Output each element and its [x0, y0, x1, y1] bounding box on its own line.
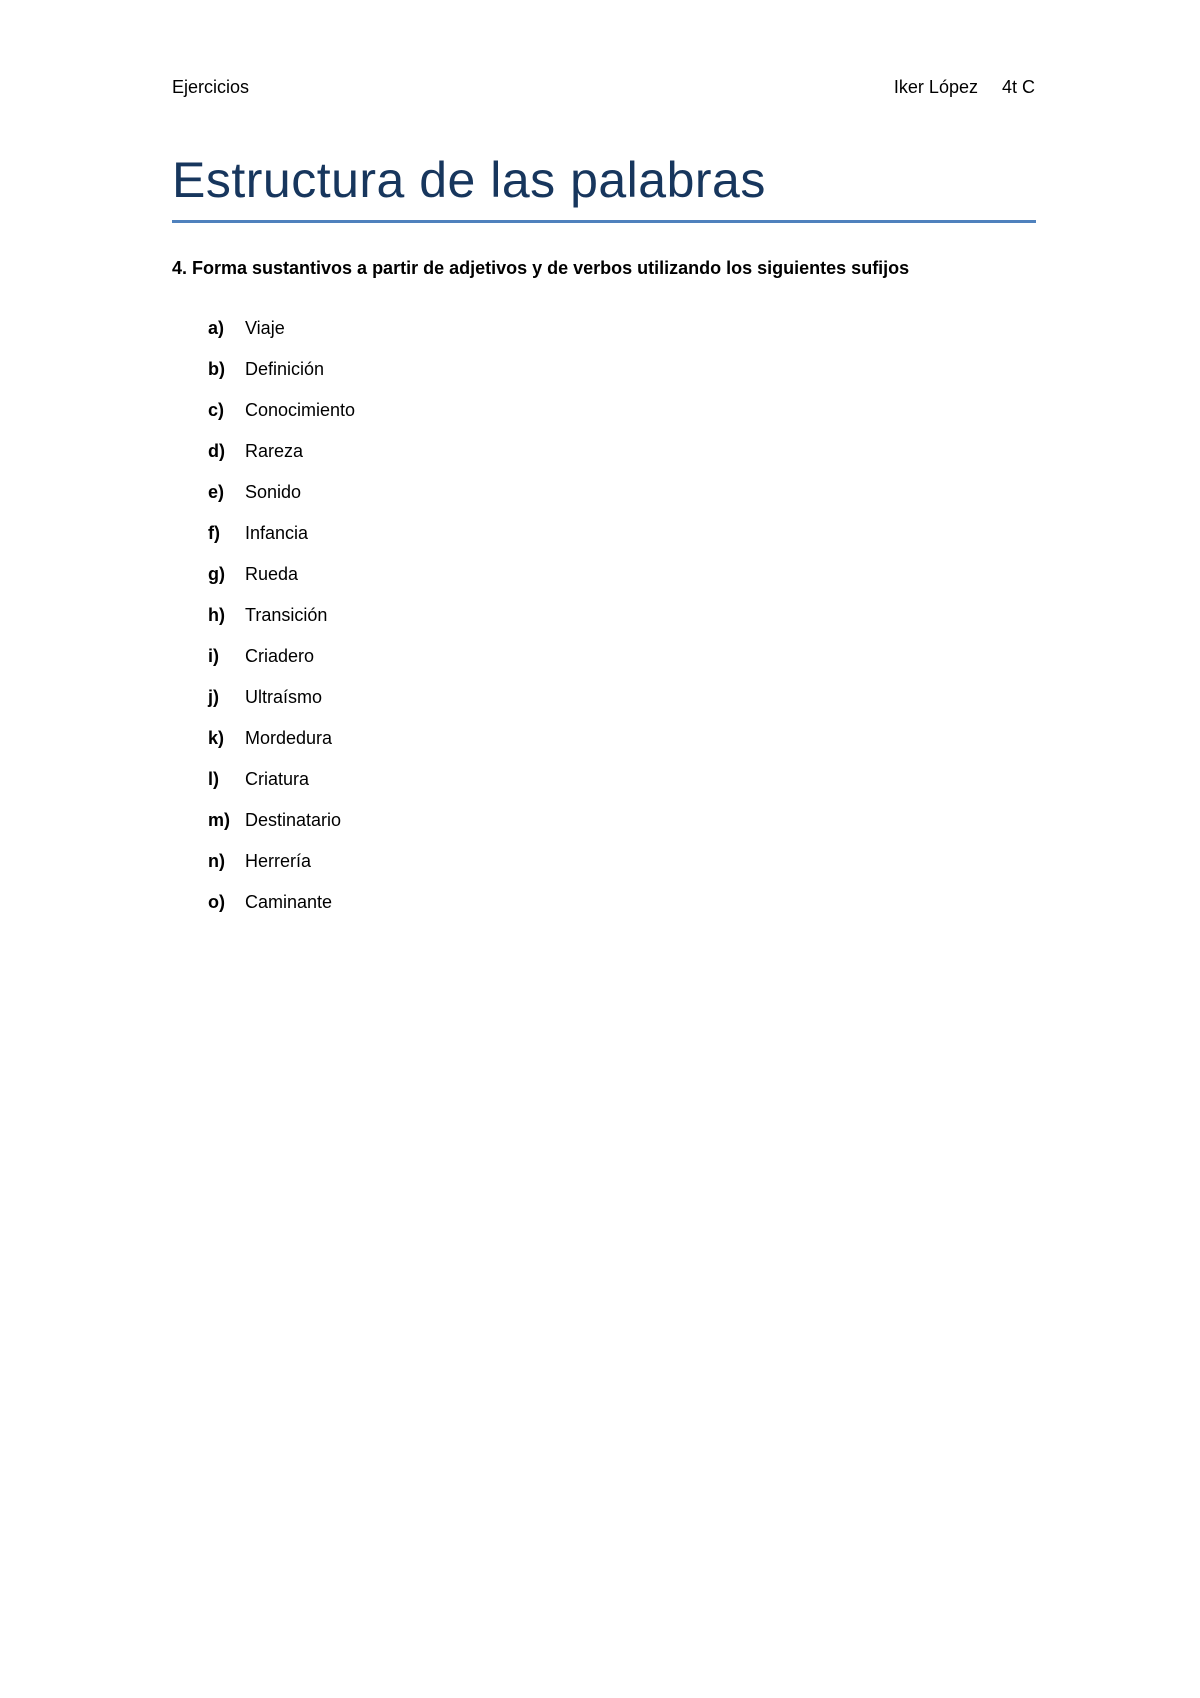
- list-item: [208, 726, 355, 767]
- list-marker: i): [208, 646, 219, 666]
- list-item: [208, 644, 355, 685]
- answer-word: Viaje: [245, 318, 285, 338]
- list-marker: l): [208, 769, 219, 789]
- answer-word: Infancia: [245, 523, 309, 543]
- header-section-label: Ejercicios: [172, 77, 250, 97]
- list-item: [208, 685, 355, 726]
- list-marker: c): [208, 400, 225, 420]
- answer-word: Transición: [245, 605, 328, 625]
- list-marker: k): [208, 728, 225, 748]
- list-marker: e): [208, 482, 225, 502]
- list-marker: j): [208, 687, 219, 707]
- answer-word: Mordedura: [245, 728, 333, 748]
- list-item: [208, 603, 355, 644]
- list-item: [208, 480, 355, 521]
- title-underline: [172, 220, 1036, 223]
- answer-word: Rareza: [245, 441, 304, 461]
- list-marker: d): [208, 441, 225, 461]
- list-item: [208, 316, 355, 357]
- answer-word: Conocimiento: [245, 400, 356, 420]
- answer-word: Definición: [245, 359, 325, 379]
- answer-word: Caminante: [245, 892, 333, 912]
- list-item: [208, 357, 355, 398]
- list-item: [208, 439, 355, 480]
- list-item: [208, 562, 355, 603]
- list-item: [208, 767, 355, 808]
- list-item: [208, 521, 355, 562]
- answer-word: Criadero: [245, 646, 315, 666]
- list-item: [208, 398, 355, 439]
- header-author: Iker López: [893, 77, 978, 97]
- list-marker: b): [208, 359, 225, 379]
- list-item: [208, 849, 355, 890]
- list-marker: n): [208, 851, 225, 871]
- answer-list: [208, 316, 355, 931]
- answer-word: Criatura: [245, 769, 310, 789]
- answer-word: Sonido: [245, 482, 302, 502]
- list-marker: m): [208, 810, 230, 830]
- header-group: 4t C: [1001, 77, 1035, 97]
- header-author-block: [894, 75, 1035, 99]
- answer-word: Ultraísmo: [245, 687, 323, 707]
- answer-word: Herrería: [245, 851, 312, 871]
- list-marker: f): [208, 523, 220, 543]
- list-marker: h): [208, 605, 225, 625]
- list-marker: a): [208, 318, 225, 338]
- answer-word: Rueda: [245, 564, 299, 584]
- page-title: Estructura de las palabras: [172, 152, 766, 208]
- exercise-question: 4. Forma sustantivos a partir de adjetivos y de verbos utilizando los siguientes sufijos: [172, 258, 910, 278]
- list-item: [208, 890, 355, 931]
- list-marker: g): [208, 564, 225, 584]
- list-marker: o): [208, 892, 225, 912]
- list-item: [208, 808, 355, 849]
- answer-word: Destinatario: [245, 810, 342, 830]
